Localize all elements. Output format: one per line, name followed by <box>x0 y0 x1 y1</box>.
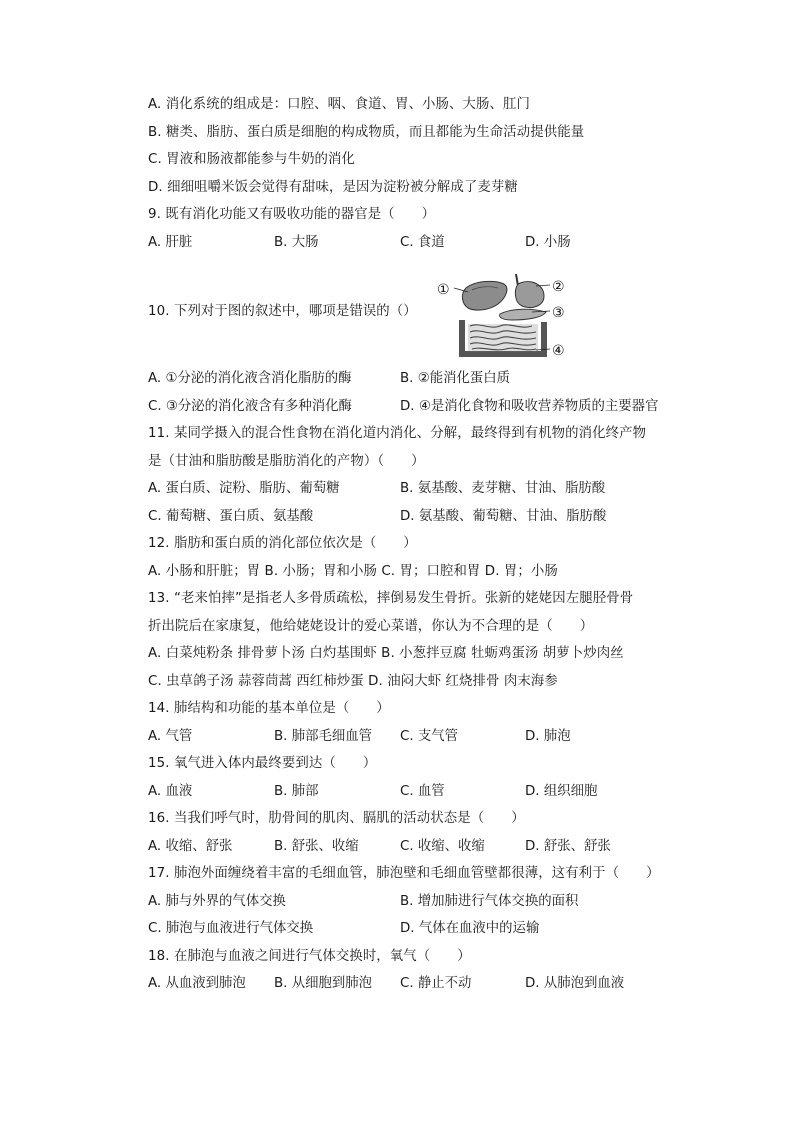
q17-stem: 17. 肺泡外面缠绕着丰富的毛细血管，肺泡壁和毛细血管壁都很薄，这有利于（ ） <box>148 866 660 881</box>
q14-option-c: C. 支气管 <box>400 729 459 744</box>
figure-label-3: ③ <box>552 305 565 321</box>
q8-option-d: D. 细细咀嚼米饭会觉得有甜味，是因为淀粉被分解成了麦芽糖 <box>148 180 518 195</box>
q12-options: A. 小肠和肝脏；胃 B. 小肠；胃和小肠 C. 胃；口腔和胃 D. 胃；小肠 <box>148 564 558 579</box>
q16-option-d: D. 舒张、舒张 <box>525 839 611 854</box>
q18-option-a: A. 从血液到肺泡 <box>148 976 246 991</box>
digestive-organs-illustration <box>432 274 582 358</box>
q10-option-b: B. ②能消化蛋白质 <box>400 371 511 386</box>
q10-option-a: A. ①分泌的消化液含消化脂肪的酶 <box>148 371 352 386</box>
q8-option-a: A. 消化系统的组成是：口腔、咽、食道、胃、小肠、大肠、肛门 <box>148 97 530 112</box>
q11-option-b: B. 氨基酸、麦芽糖、甘油、脂肪酸 <box>400 481 606 496</box>
q15-option-d: D. 组织细胞 <box>525 784 598 799</box>
q16-stem: 16. 当我们呼气时，肋骨间的肌肉、膈肌的活动状态是（ ） <box>148 811 525 826</box>
q17-option-d: D. 气体在血液中的运输 <box>400 921 540 936</box>
q9-option-c: C. 食道 <box>400 235 445 250</box>
figure-label-4: ④ <box>552 343 565 358</box>
q11-option-c: C. 葡萄糖、蛋白质、氨基酸 <box>148 509 314 524</box>
q10-option-c: C. ③分泌的消化液含有多种消化酶 <box>148 399 352 414</box>
q15-option-c: C. 血管 <box>400 784 445 799</box>
q14-option-a: A. 气管 <box>148 729 193 744</box>
digestive-system-figure <box>432 274 582 358</box>
q11-stem-line2: 是（甘油和脂肪酸是脂肪消化的产物）（ ） <box>148 454 425 469</box>
q11-stem-line1: 11. 某同学摄入的混合性食物在消化道内消化、分解，最终得到有机物的消化终产物 <box>148 426 647 441</box>
q18-option-d: D. 从肺泡到血液 <box>525 976 625 991</box>
q15-option-a: A. 血液 <box>148 784 193 799</box>
q9-option-d: D. 小肠 <box>525 235 571 250</box>
q13-options-line1: A. 白菜炖粉条 排骨萝卜汤 白灼基围虾 B. 小葱拌豆腐 牡蛎鸡蛋汤 胡萝卜炒肉丝 <box>148 646 624 661</box>
q15-stem: 15. 氧气进入体内最终要到达（ ） <box>148 756 377 771</box>
q11-option-a: A. 蛋白质、淀粉、脂肪、葡萄糖 <box>148 481 340 496</box>
q18-option-c: C. 静止不动 <box>400 976 472 991</box>
q14-option-d: D. 肺泡 <box>525 729 571 744</box>
q8-option-b: B. 糖类、脂肪、蛋白质是细胞的构成物质，而且都能为生命活动提供能量 <box>148 125 585 140</box>
q16-option-a: A. 收缩、舒张 <box>148 839 233 854</box>
q17-option-c: C. 肺泡与血液进行气体交换 <box>148 921 314 936</box>
q11-option-d: D. 氨基酸、葡萄糖、甘油、脂肪酸 <box>400 509 607 524</box>
q10-stem: 10. 下列对于图的叙述中，哪项是错误的（） <box>148 304 417 319</box>
q13-options-line2: C. 虫草鸽子汤 蒜蓉茼蒿 西红柿炒蛋 D. 油闷大虾 红烧排骨 肉末海参 <box>148 674 558 689</box>
q13-stem-line2: 折出院后在家康复，他给姥姥设计的爱心菜谱，你认为不合理的是（ ） <box>148 619 594 634</box>
q9-option-a: A. 肝脏 <box>148 235 193 250</box>
q17-option-a: A. 肺与外界的气体交换 <box>148 894 286 909</box>
q18-stem: 18. 在肺泡与血液之间进行气体交换时，氧气（ ） <box>148 949 471 964</box>
q16-option-b: B. 舒张、收缩 <box>274 839 359 854</box>
q8-option-c: C. 胃液和肠液都能参与牛奶的消化 <box>148 152 356 167</box>
q10-option-d: D. ④是消化食物和吸收营养物质的主要器官 <box>400 399 659 414</box>
q9-option-b: B. 大肠 <box>274 235 319 250</box>
q17-option-b: B. 增加肺进行气体交换的面积 <box>400 894 579 909</box>
q14-stem: 14. 肺结构和功能的基本单位是（ ） <box>148 701 390 716</box>
liver-shape <box>462 281 507 310</box>
figure-label-2: ② <box>552 279 565 295</box>
q12-stem: 12. 脂肪和蛋白质的消化部位依次是（ ） <box>148 536 417 551</box>
q15-option-b: B. 肺部 <box>274 784 319 799</box>
figure-label-1: ① <box>437 282 450 298</box>
q13-stem-line1: 13. “老来怕摔”是指老人多骨质疏松，摔倒易发生骨折。张新的姥姥因左腿胫骨骨 <box>148 591 634 606</box>
q14-option-b: B. 肺部毛细血管 <box>274 729 373 744</box>
q9-stem: 9. 既有消化功能又有吸收功能的器官是（ ） <box>148 207 436 222</box>
pancreas-shape <box>500 309 546 320</box>
q16-option-c: C. 收缩、收缩 <box>400 839 485 854</box>
q18-option-b: B. 从细胞到肺泡 <box>274 976 373 991</box>
